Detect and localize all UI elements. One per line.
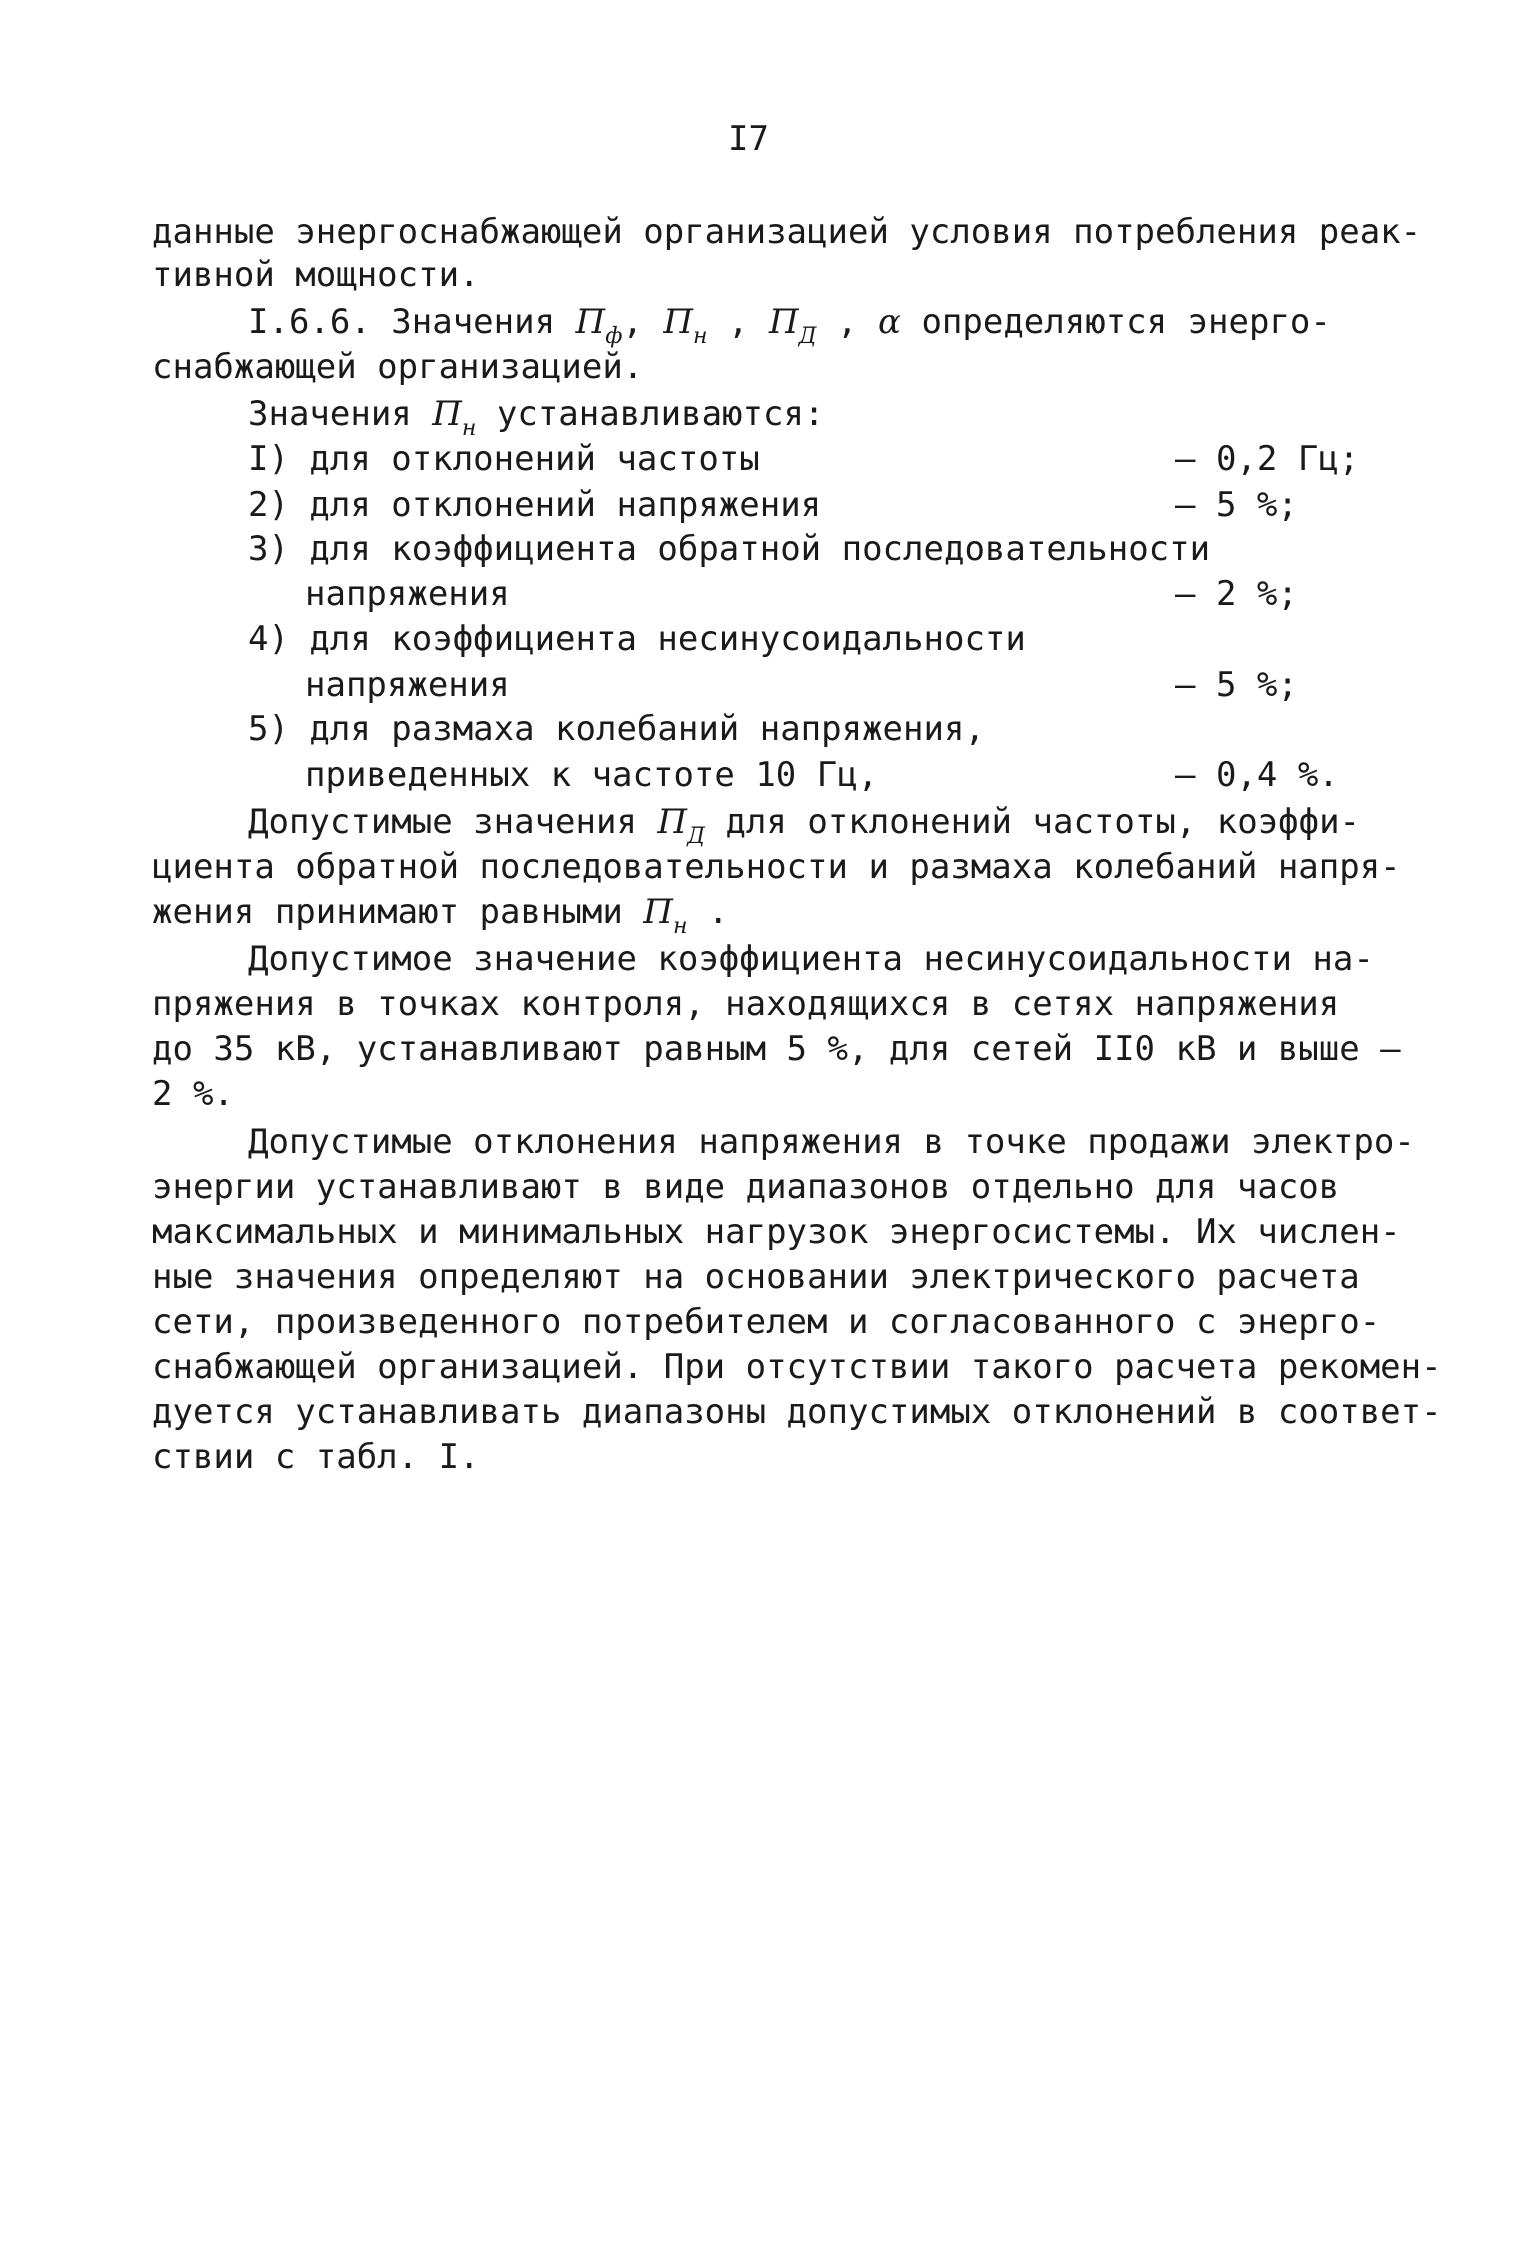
list-item-5-value: – 0,4 %. <box>1175 755 1339 795</box>
list-item-5-cont: приведенных к частоте 10 Гц, <box>305 755 879 795</box>
paragraph-4-line-3: жения принимают равными $П_н$ . <box>152 892 729 939</box>
list-item-4-cont: напряжения <box>305 665 510 705</box>
p2-tail: определяются энерго- <box>921 302 1331 342</box>
list-item-2: 2) для отклонений напряжения <box>248 485 822 525</box>
list-item-2-value: – 5 %; <box>1175 485 1298 525</box>
paragraph-5-line-1: Допустимое значение коэффициента несинусоидальности на- <box>248 939 1374 979</box>
list-item-3: 3) для коэффициента обратной последовательности <box>248 529 1211 569</box>
paragraph-5-line-4: 2 %. <box>152 1074 234 1114</box>
list-item-3-value: – 2 %; <box>1175 574 1298 614</box>
symbol-alpha: α <box>878 302 901 342</box>
paragraph-6-line-1: Допустимые отклонения напряжения в точке продажи электро- <box>248 1122 1415 1162</box>
paragraph-1-line-2: тивной мощности. <box>152 255 480 295</box>
paragraph-3-line-1: Значения $П_н$ устанавливаются: <box>248 394 825 441</box>
symbol-p-n: $П_н$ <box>663 302 708 349</box>
symbol-p-f: $П_ф$ <box>575 302 623 349</box>
paragraph-6-line-4: ные значения определяют на основании электрического расчета <box>152 1257 1360 1297</box>
list-item-1-value: – 0,2 Гц; <box>1175 439 1360 479</box>
paragraph-5-line-2: пряжения в точках контроля, находящихся в сетях напряжения <box>152 984 1340 1024</box>
paragraph-6-line-3: максимальных и минимальных нагрузок энергосистемы. Их числен- <box>152 1212 1401 1252</box>
paragraph-6-line-6: снабжающей организацией. При отсутствии такого расчета рекомен- <box>152 1347 1442 1387</box>
paragraph-2-line-2: снабжающей организацией. <box>152 347 644 387</box>
paragraph-6-line-7: дуется устанавливать диапазоны допустимых отклонений в соответ- <box>152 1392 1442 1432</box>
list-item-1: I) для отклонений частоты <box>248 439 760 479</box>
symbol-p-d-2: $П_Д$ <box>657 802 705 849</box>
p2-lead: I.6.6. Значения <box>248 302 556 342</box>
paragraph-6-line-2: энергии устанавливают в виде диапазонов отдельно для часов <box>152 1167 1340 1207</box>
symbol-p-d: $П_Д$ <box>769 302 817 349</box>
paragraph-1-line-1: данные энергоснабжающей организацией условия потребления реак- <box>152 212 1422 252</box>
list-item-5: 5) для размаха колебаний напряжения, <box>248 709 985 749</box>
symbol-p-n-3: $П_н$ <box>643 892 688 939</box>
paragraph-4-line-1: Допустимые значения $П_Д$ для отклонений частоты, коэффи- <box>248 802 1361 849</box>
symbol-p-n-2: $П_н$ <box>432 394 477 441</box>
list-item-4-value: – 5 %; <box>1175 665 1298 705</box>
paragraph-6-line-5: сети, произведенного потребителем и согласованного с энерго- <box>152 1302 1381 1342</box>
paragraph-6-line-8: ствии с табл. I. <box>152 1437 480 1477</box>
list-item-3-cont: напряжения <box>305 574 510 614</box>
list-item-4: 4) для коэффициента несинусоидальности <box>248 619 1026 659</box>
page-number: I7 <box>728 119 769 159</box>
paragraph-4-line-2: циента обратной последовательности и размаха колебаний напря- <box>152 847 1401 887</box>
paragraph-5-line-3: до 35 кВ, устанавливают равным 5 %, для сетей II0 кВ и выше – <box>152 1029 1401 1069</box>
paragraph-2-line-1: I.6.6. Значения $П_ф$, $П_н$ , $П_Д$ , α определяются энерго- <box>248 302 1331 349</box>
